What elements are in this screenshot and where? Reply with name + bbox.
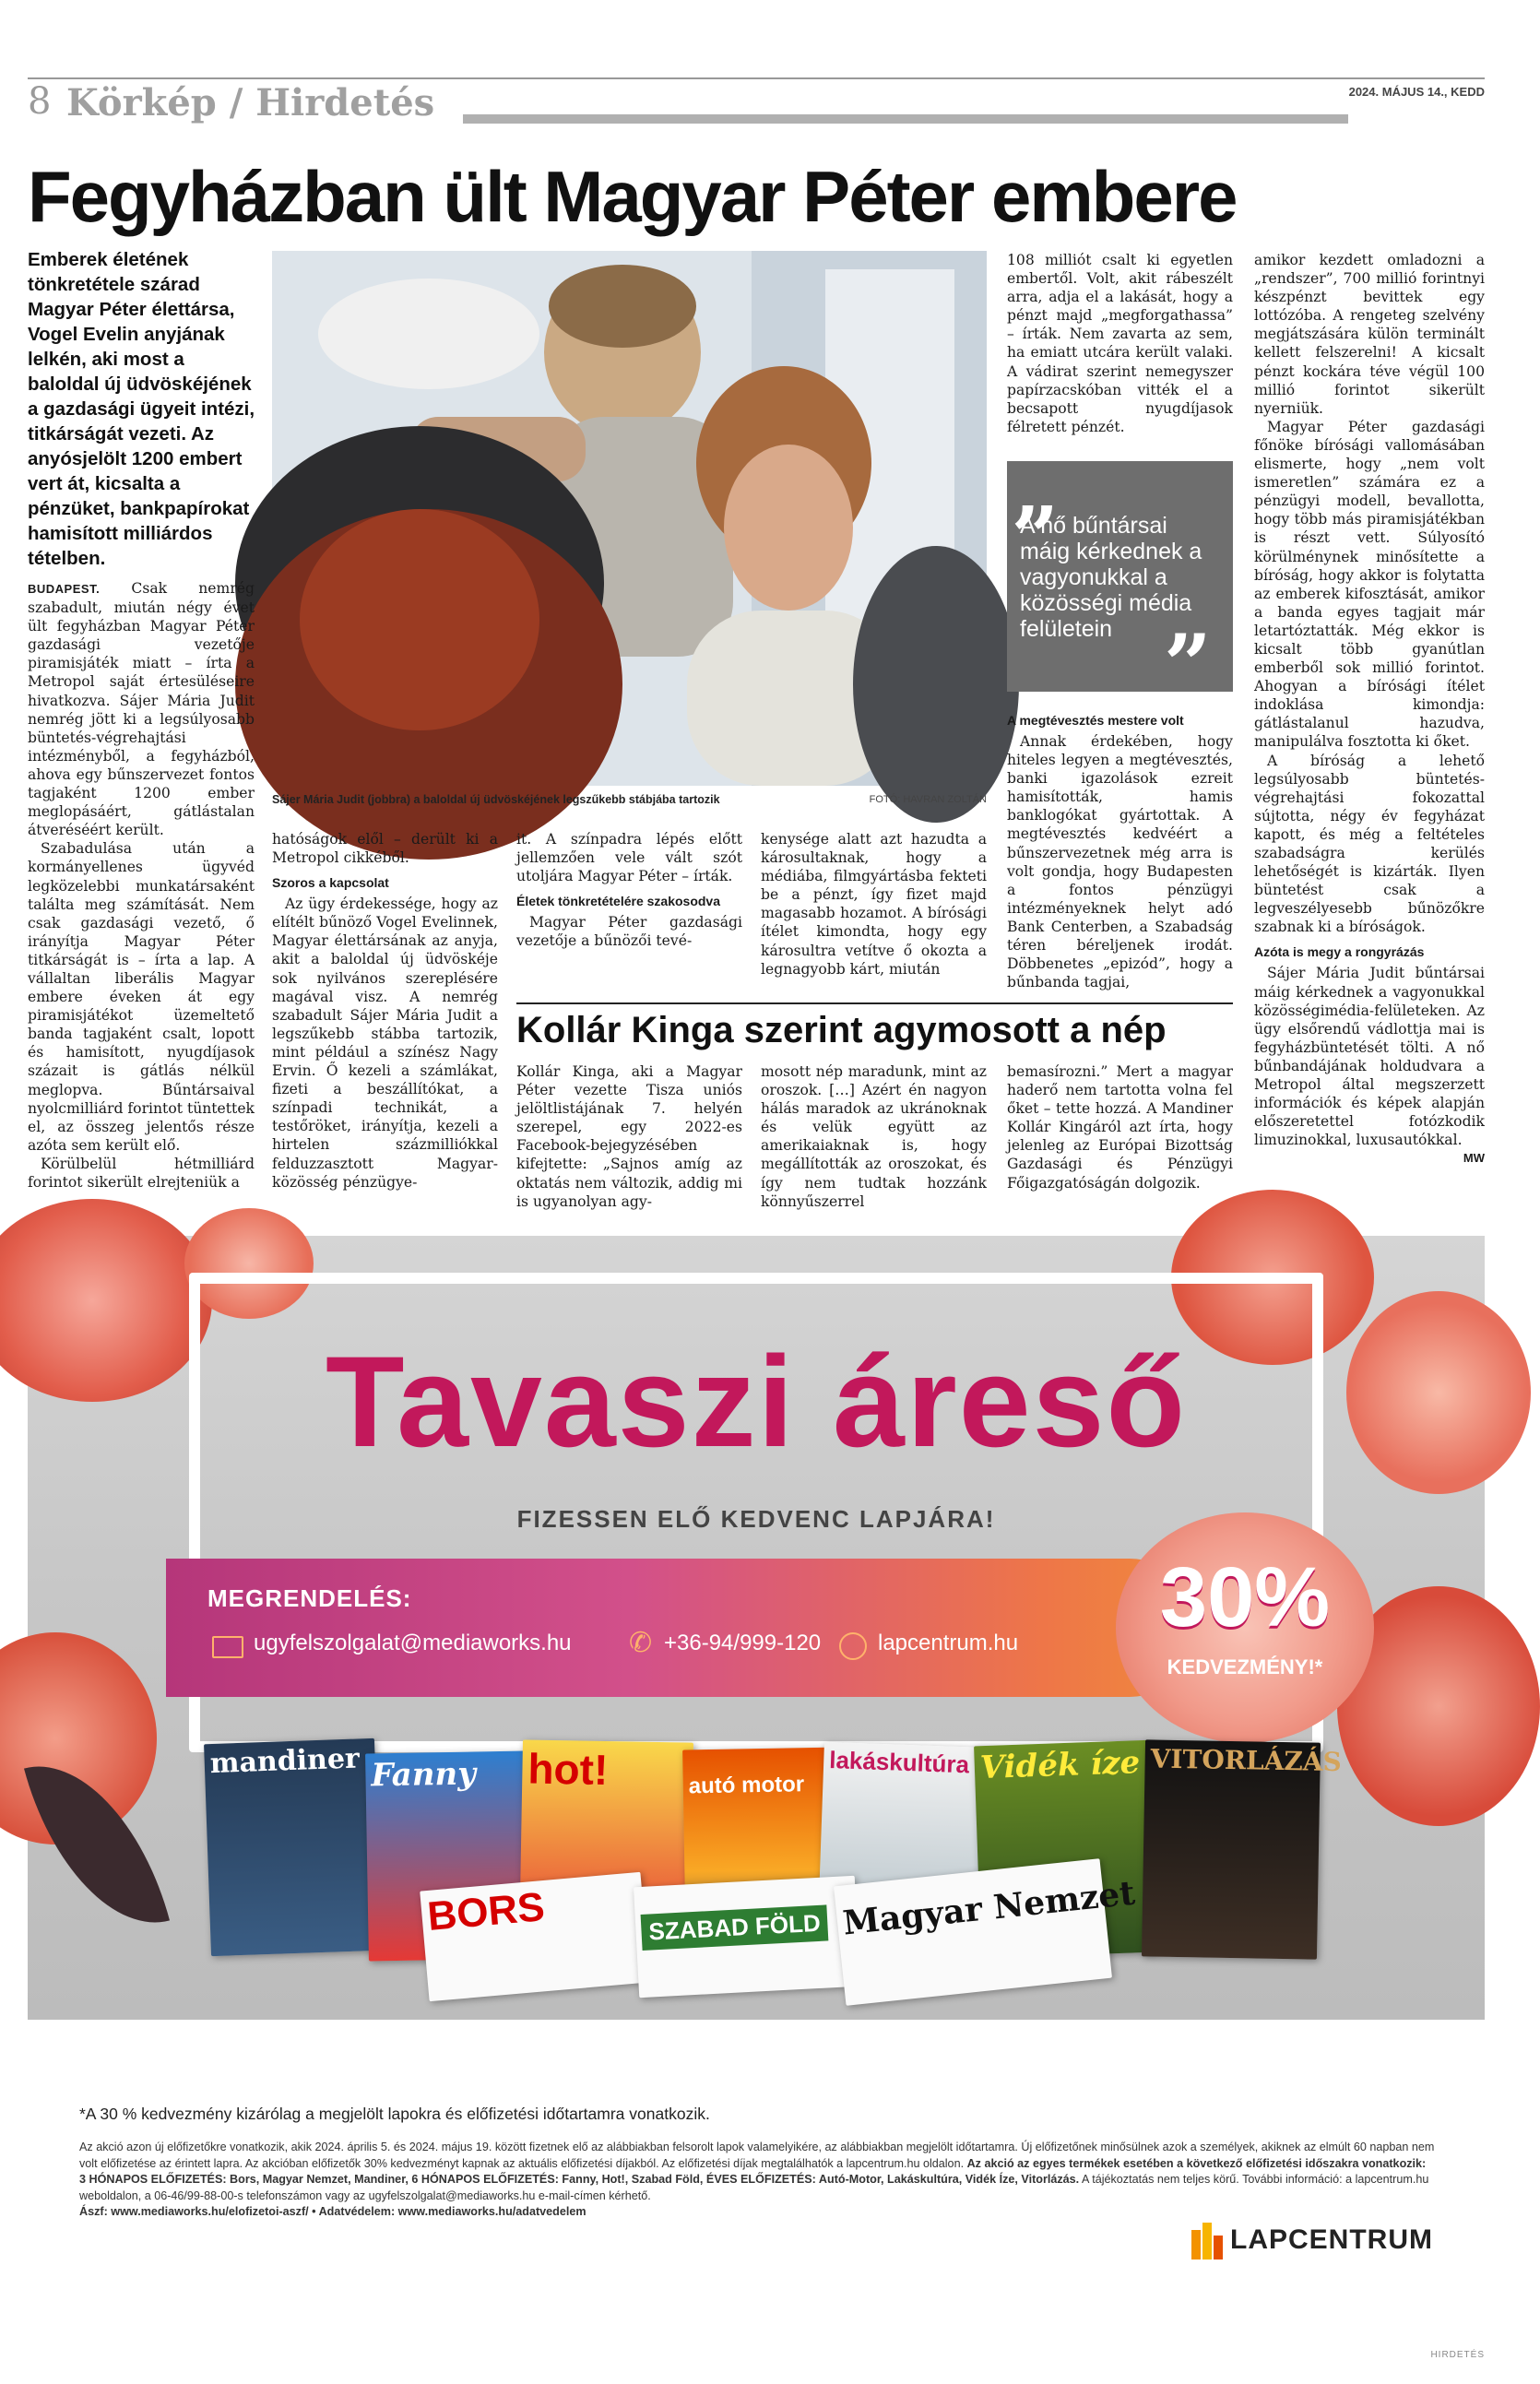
page-label: HIRDETÉS bbox=[1430, 2350, 1485, 2360]
article-headline: Fegyházban ült Magyar Péter embere bbox=[28, 156, 1237, 237]
flower-decoration-4 bbox=[1346, 1291, 1531, 1494]
sidebar-c3: bemasírozni.” Mert a magyar haderő nem tartotta volna fel őket – tette hozzá. A Mandiner Kollár Kingáról azt írta, hogy jelenleg az Európai Bizottság Gazdasági és Pénzügyi Főigazgatóságán dolgozik. bbox=[1007, 1063, 1233, 1192]
col5-p2: Annak érdekében, hogy hiteles legyen a megtévesztés, banki igazolások ezreit hamisították, hamis banklogókat gyártottak. A megtévesztés kedvéért a bűnszervezetnek még arra is volt gondja, hogy Budapesten a fontos pénzügyi intézményeknek helyt adó Bank Centerben, a Szabadság téren béreljenek irodát. Döbbenetes „epizód”, hogy a bűnbanda tagjai, bbox=[1007, 733, 1233, 991]
article-column-2 bbox=[272, 830, 498, 1192]
article-column-4 bbox=[761, 830, 987, 979]
order-phone[interactable]: +36-94/999-120 bbox=[664, 1631, 822, 1655]
lapcentrum-brand: LAPCENTRUM bbox=[1230, 2224, 1433, 2255]
page-number: 8 bbox=[28, 80, 52, 123]
order-web[interactable]: lapcentrum.hu bbox=[878, 1631, 1019, 1655]
sidebar-c2: mosott nép maradunk, mint az oroszok. […] Azért én nagyon hálás maradok az ukránoknak és velük együtt az amerikaiaknak is, hogy megállították az oroszokat, és így nem tudtak hozzánk könnyűszerrel bbox=[761, 1063, 987, 1210]
discount-label: KEDVEZMÉNY!* bbox=[1167, 1655, 1323, 1678]
newspaper-szabad-fold: SZABAD FÖLD bbox=[634, 1876, 860, 1998]
ad-subtitle: FIZESSEN ELŐ KEDVENC LAPJÁRA! bbox=[516, 1505, 996, 1533]
order-label: MEGRENDELÉS: bbox=[207, 1584, 412, 1612]
section-title: Körkép / Hirdetés bbox=[66, 81, 435, 125]
sidebar-headline: Kollár Kinga szerint agymosott a nép bbox=[516, 1010, 1167, 1050]
fine-print-1: Az akció azon új előfizetőkre vonatkozik, akik 2024. április 5. és 2024. május 19. között fizetnek elő az alábbiakban felsorolt lapok valamelyikére, az alábbiakban megjelölt időtartamra. Új előfizetőnek minősülnek azok a személyek, akiknek az elmúlt 60 napban nem volt előfizetése az érintett lapra. Az akcióban előfizetők 30% kedvezményt kapnak az aktuális előfizetési díjakból. Az előfizetési díjak megtalálhatók a lapcentrum.hu oldalon. bbox=[79, 2141, 1435, 2170]
dateline: BUDAPEST. bbox=[28, 582, 101, 596]
page-date: 2024. MÁJUS 14., KEDD bbox=[1348, 85, 1485, 99]
web-icon bbox=[839, 1632, 867, 1660]
article-column-3 bbox=[516, 830, 742, 950]
photo-caption: Sájer Mária Judit (jobbra) a baloldal új üdvöskéjének legszűkebb stábjába tartozik bbox=[272, 793, 720, 806]
quote-open-icon: „ bbox=[1013, 441, 1060, 539]
col2-p2: Az ügy érdekessége, hogy az elítélt bűnöző Vogel Evelinnek, Magyar élettársának az anyja, akit a baloldal új üdvöskéje sok nyilvános szereplésére magával visz. A nemrég szabadult Sájer Mária Judit a legszűkebb stábba tartozik, mint például a színész Nagy Ervin. Ő kezeli a számlákat, fizeti a beszállítókat, a színpadi technikát, a testőröket, irányítja, kezeli a hirtelen százmilliókkal felduzzasztott Magyar-közösség pénzügye- bbox=[272, 895, 498, 1191]
col6-p2: Magyar Péter gazdasági főnöke bírósági vallomásában elismerte, hogy „nem volt ismeretlen” számára ez a pénzügyi modell, bevallotta, hogy több más piramisjátékban is részt vett. Súlyosító körülménynek minősítette a bíróság, hogy akkor is folytatta az emberek kifosztását, amikor a banda egyes tagjait már letartóztatták. Még ekkor is kicsalt több gyanútlan emberből sok millió forintot. Ahogyan a bírósági ítélet indoklása kimondja: gátlástalanul hazudva, manipulálva fosztotta ki őket. bbox=[1254, 418, 1485, 751]
article-photo bbox=[272, 251, 987, 786]
col1-p2: Szabadulása után a kormányellenes ügyvéd legközelebbi munkatársaként találta meg számítását. Nem csak gazdasági vezető, ő irányítja Magyar Péter titkárságát is – írta a lap. A vállaltan liberális Magyar embere éveken át egy piramisjátékot üzemeltető banda tagjaként csalt, lopott és hamisított, nyugdíjasok százait is gátlás nélkül meglopva. Bűntársaival nyolcmilliárd forintot tüntettek el, az összeg jelentős része azóta sem került elő. bbox=[28, 840, 255, 1154]
subhead-megtevesztes: A megtévesztés mestere volt bbox=[1007, 713, 1184, 728]
magazine-hot: hot! bbox=[519, 1739, 693, 1954]
sidebar-col-1 bbox=[516, 1062, 742, 1211]
col6-p3: A bíróság a lehető legsúlyosabb büntetés-végrehajtási fokozattal sújtotta, négy év fegyházat kapott, és még a feltételes szabadságra kerülés lehetőségét is kizárták. Ilyen büntetést csak a legveszélyesebb bűnözőkre szabnak ki a bíróságok. bbox=[1254, 752, 1485, 936]
col2-p1: hatóságok elől – derült ki a Metropol cikkéből. bbox=[272, 831, 498, 867]
discount-value: 30% bbox=[1159, 1550, 1331, 1644]
magazine-auto-motor: autó motor bbox=[682, 1748, 843, 1953]
fine-print-3: A tájékoztatás nem teljes körű. További információ: a lapcentrum.hu weboldalon, a 06-46/99-88-00-s telefonszámon vagy az ugyfelszolgalat@mediaworks.hu e-mail-címen kérhető. bbox=[79, 2173, 1429, 2202]
ad-fine-print bbox=[79, 2140, 1435, 2221]
sidebar-c1: Kollár Kinga, aki a Magyar Péter vezette Tisza uniós jelöltlistájának 7. helyén szerepel, egy 2022-es Facebook-bejegyzésében kifejtette: „Sajnos amíg az oktatás nem változik, addig mi is ugyanolyan agy- bbox=[516, 1063, 742, 1210]
lapcentrum-logo-icon bbox=[1191, 2223, 1223, 2259]
author-signature: MW bbox=[1463, 1151, 1485, 1166]
article-column-5-bottom bbox=[1007, 712, 1233, 991]
sidebar-rule bbox=[516, 1002, 1233, 1004]
col6-p4: Sájer Mária Judit bűntársai máig kérkednek a vagyonukkal közösségimédia-felületeken. Az ügy elsőrendű vádlottja mai is fegyházbüntetését tölti. A nő bűnbandájának holdudvara a Metropol által megszerzett információk és képek alapján előszeretettel fotózkodik limuzinokkal, luxusautókkal. bbox=[1254, 965, 1485, 1149]
sidebar-col-3 bbox=[1007, 1062, 1233, 1192]
article-column-5-top bbox=[1007, 251, 1233, 436]
newspaper-magyar-nemzet: Magyar Nemzet bbox=[834, 1858, 1112, 2006]
order-bar bbox=[166, 1559, 1199, 1697]
col5-p1: 108 milliót csalt ki egyetlen embertől. Volt, akit rábeszélt arra, adja el a lakását, hogy a pénzt majd „megforgathassa” – írták. Nem zavarta az sem, ha emiatt utcára került valaki. A vádirat szerint nemegyszer papírzacskóban vitték el a becsapott nyugdíjasok félretett pénzét. bbox=[1007, 252, 1233, 435]
col4-p1: kenysége alatt azt hazudta a károsultaknak, hogy a médiába, filmgyártásba fekteti be a pénzt, így fizet majd magasabb hozamot. A bírósági ítélet kimondta, hogy egy károsultra vetítve ő okozta a legnagyobb kárt, miután bbox=[761, 831, 987, 978]
col3-p1: it. A színpadra lépés előtt jellemzően vele vált szót utoljára Magyar Péter – írták. bbox=[516, 831, 742, 885]
subhead-eletek: Életek tönkretételére szakosodva bbox=[516, 894, 720, 909]
magazine-lakaskultura: lakáskultúra bbox=[817, 1742, 995, 1955]
magazine-vitorlazas: VITORLÁZÁS bbox=[1142, 1739, 1321, 1959]
phone-icon: ✆ bbox=[629, 1628, 653, 1658]
quote-text: A nő bűntársai máig kérkednek a vagyonukkal a közösségi média felületein bbox=[1020, 513, 1202, 642]
article-column-1 bbox=[28, 579, 255, 1192]
magazine-fanny: Fanny bbox=[365, 1750, 530, 1961]
top-rule bbox=[28, 77, 1485, 79]
photo-credit: FOTÓ: HAVRAN ZOLTÁN bbox=[869, 794, 987, 805]
newspaper-bors: BORS bbox=[420, 1872, 650, 2001]
order-email[interactable]: ugyfelszolgalat@mediaworks.hu bbox=[254, 1631, 572, 1655]
ad-banner bbox=[28, 1236, 1485, 2020]
col6-p1: amikor kezdett omladozni a „rendszer”, 700 millió forintnyi készpénzt bevittek egy lottózóba. A rengeteg szelvény megjátszására külön terminált kellett felszerelni! A kicsalt pénzt kockára téve végül 100 millió forintot sikerült nyerniük. bbox=[1254, 252, 1485, 417]
col1-p3: Körülbelül hétmilliárd forintot sikerült elrejteniük a bbox=[28, 1155, 255, 1191]
ad-title: Tavaszi áreső bbox=[326, 1329, 1187, 1474]
article-column-6 bbox=[1254, 251, 1485, 1168]
subhead-rongyrazas: Azóta is megy a rongyrázás bbox=[1254, 944, 1425, 960]
pull-quote bbox=[1007, 441, 1233, 714]
article-lead: Emberek életének tönkretétele szárad Magyar Péter élettársa, Vogel Evelin anyjának lelkén, aki most a baloldal új üdvöskéjének a gazdasági ügyeit intézi, titkárságát vezeti. Az anyósjelölt 1200 embert vert át, kicsalta a pénzüket, bankpapírokat hamisított milliárdos tételben. bbox=[28, 249, 255, 569]
fine-print-2: Az akció az egyes termékek esetében a következő előfizetési időszakra vonatkozik: 3 HÓNAPOS ELŐFIZETÉS: Bors, Magyar Nemzet, Mandiner, 6 HÓNAPOS ELŐFIZETÉS: Fanny, Hot!, Szabad Föld, ÉVES ELŐFIZETÉS: Autó-Motor, Lakáskultúra, Vidék Íze, Vitorlázás. bbox=[79, 2156, 1427, 2186]
col1-p1: Csak nemrég szabadult, miután négy évet ült fegyházban Magyar Péter gazdasági vezetője piramisjáték miatt – írta a Metropol saját értesüléseire hivatkozva. Sájer Mária Judit nemrég jött ki a legsúlyosabb büntetés-végrehajtási intézményből, a fegyházból, ahova egy bűnszervezet fontos tagjaként 1200 ember meglopásáért, gátlástalan átveréséért került. bbox=[28, 580, 255, 839]
col3-p2: Magyar Péter gazdasági vezetője a bűnözői tevé- bbox=[516, 914, 742, 950]
subhead-szoros: Szoros a kapcsolat bbox=[272, 875, 389, 891]
flower-decoration-1 bbox=[0, 1199, 212, 1402]
photo-scene bbox=[272, 251, 987, 786]
quote-close-icon: ” bbox=[1164, 616, 1212, 714]
sidebar-col-2 bbox=[761, 1062, 987, 1211]
section-bar bbox=[463, 114, 1348, 124]
email-icon bbox=[212, 1636, 243, 1658]
magazine-videk-ize: Vidék íze bbox=[974, 1740, 1156, 1958]
ad-footnote: *A 30 % kedvezmény kizárólag a megjelölt lapokra és előfizetési időtartamra vonatkozik. bbox=[79, 2105, 710, 2123]
fine-print-4[interactable]: Ászf: www.mediaworks.hu/elofizetoi-aszf/ • Adatvédelem: www.mediaworks.hu/adatvedelem bbox=[79, 2205, 586, 2218]
magazine-mandiner: mandiner bbox=[204, 1738, 382, 1956]
